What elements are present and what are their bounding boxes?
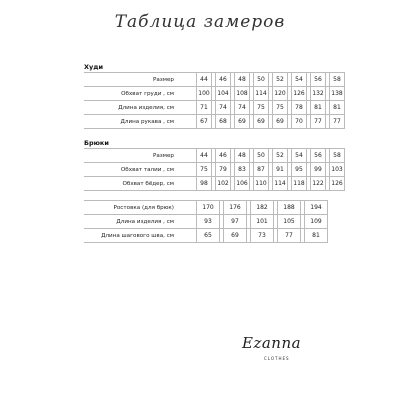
table-row	[84, 163, 345, 177]
row-label: Обхват талии , см	[84, 163, 197, 177]
pants-section-title: Брюки	[84, 139, 109, 147]
table-cell: 194	[305, 201, 328, 215]
table-cell: 87	[254, 163, 269, 177]
table-cell: 75	[254, 101, 269, 115]
table-cell: 170	[197, 201, 220, 215]
table-row	[84, 177, 345, 191]
table-cell: 109	[305, 215, 328, 229]
table-cell: 106	[235, 177, 250, 191]
table-cell: 95	[292, 163, 307, 177]
table-cell: 74	[235, 101, 250, 115]
table-cell: 110	[254, 177, 269, 191]
table-cell: 67	[197, 115, 212, 129]
brand-logo-script: Ezanna	[242, 334, 302, 352]
table-cell: 50	[254, 73, 269, 87]
brand-logo-sub: CLOTHES	[264, 356, 290, 361]
table-cell: 105	[278, 215, 301, 229]
table-cell: 68	[216, 115, 231, 129]
table-cell: 77	[330, 115, 345, 129]
table-cell: 97	[224, 215, 247, 229]
table-cell: 58	[330, 149, 345, 163]
table-cell: 44	[197, 149, 212, 163]
table-cell: 48	[235, 73, 250, 87]
table-cell: 54	[292, 73, 307, 87]
table-cell: 126	[292, 87, 307, 101]
table-cell: 50	[254, 149, 269, 163]
table-cell: 65	[197, 229, 220, 243]
table-row	[84, 115, 345, 129]
table-cell: 54	[292, 149, 307, 163]
table-cell: 108	[235, 87, 250, 101]
table-cell: 78	[292, 101, 307, 115]
table-cell: 102	[216, 177, 231, 191]
table-cell: 83	[235, 163, 250, 177]
row-label: Длина изделия , см	[84, 215, 197, 229]
table-cell: 101	[251, 215, 274, 229]
table-cell: 114	[273, 177, 288, 191]
row-label: Обхват бёдер, см	[84, 177, 197, 191]
table-cell: 81	[311, 101, 326, 115]
table-cell: 46	[216, 149, 231, 163]
table-row	[84, 201, 328, 215]
table-cell: 56	[311, 73, 326, 87]
table-cell: 81	[305, 229, 328, 243]
page-title: Таблица замеров	[114, 12, 286, 32]
table-cell: 103	[330, 163, 345, 177]
table-cell: 132	[311, 87, 326, 101]
table-cell: 138	[330, 87, 345, 101]
table-cell: 48	[235, 149, 250, 163]
table-row	[84, 215, 328, 229]
hoodie-size-table	[84, 72, 345, 129]
table-cell: 75	[197, 163, 212, 177]
table-row	[84, 101, 345, 115]
table-row	[84, 73, 345, 87]
table-cell: 56	[311, 149, 326, 163]
row-label: Размер	[84, 149, 197, 163]
table-cell: 69	[224, 229, 247, 243]
table-cell: 69	[235, 115, 250, 129]
table-cell: 74	[216, 101, 231, 115]
table-cell: 93	[197, 215, 220, 229]
row-label: Размер	[84, 73, 197, 87]
table-row	[84, 87, 345, 101]
table-cell: 182	[251, 201, 274, 215]
table-cell: 188	[278, 201, 301, 215]
table-cell: 69	[254, 115, 269, 129]
height-size-table	[84, 200, 328, 243]
table-cell: 126	[330, 177, 345, 191]
table-cell: 99	[311, 163, 326, 177]
table-cell: 176	[224, 201, 247, 215]
table-cell: 52	[273, 149, 288, 163]
table-cell: 77	[311, 115, 326, 129]
table-row	[84, 229, 328, 243]
table-cell: 118	[292, 177, 307, 191]
table-cell: 122	[311, 177, 326, 191]
pants-size-table	[84, 148, 345, 191]
table-cell: 70	[292, 115, 307, 129]
hoodie-section-title: Худи	[84, 63, 104, 71]
table-cell: 75	[273, 101, 288, 115]
table-row	[84, 149, 345, 163]
table-cell: 100	[197, 87, 212, 101]
table-cell: 73	[251, 229, 274, 243]
table-cell: 77	[278, 229, 301, 243]
table-cell: 79	[216, 163, 231, 177]
row-label: Ростовка (для брюк)	[84, 201, 197, 215]
table-cell: 81	[330, 101, 345, 115]
table-cell: 44	[197, 73, 212, 87]
brand-logo	[238, 332, 308, 372]
table-cell: 46	[216, 73, 231, 87]
table-cell: 104	[216, 87, 231, 101]
table-cell: 114	[254, 87, 269, 101]
table-cell: 98	[197, 177, 212, 191]
row-label: Длина шагового шва, см	[84, 229, 197, 243]
table-cell: 120	[273, 87, 288, 101]
table-cell: 91	[273, 163, 288, 177]
row-label: Обхват груди , см	[84, 87, 197, 101]
row-label: Длина рукава , см	[84, 115, 197, 129]
table-cell: 71	[197, 101, 212, 115]
table-cell: 52	[273, 73, 288, 87]
table-cell: 58	[330, 73, 345, 87]
table-cell: 69	[273, 115, 288, 129]
row-label: Длина изделия, см	[84, 101, 197, 115]
